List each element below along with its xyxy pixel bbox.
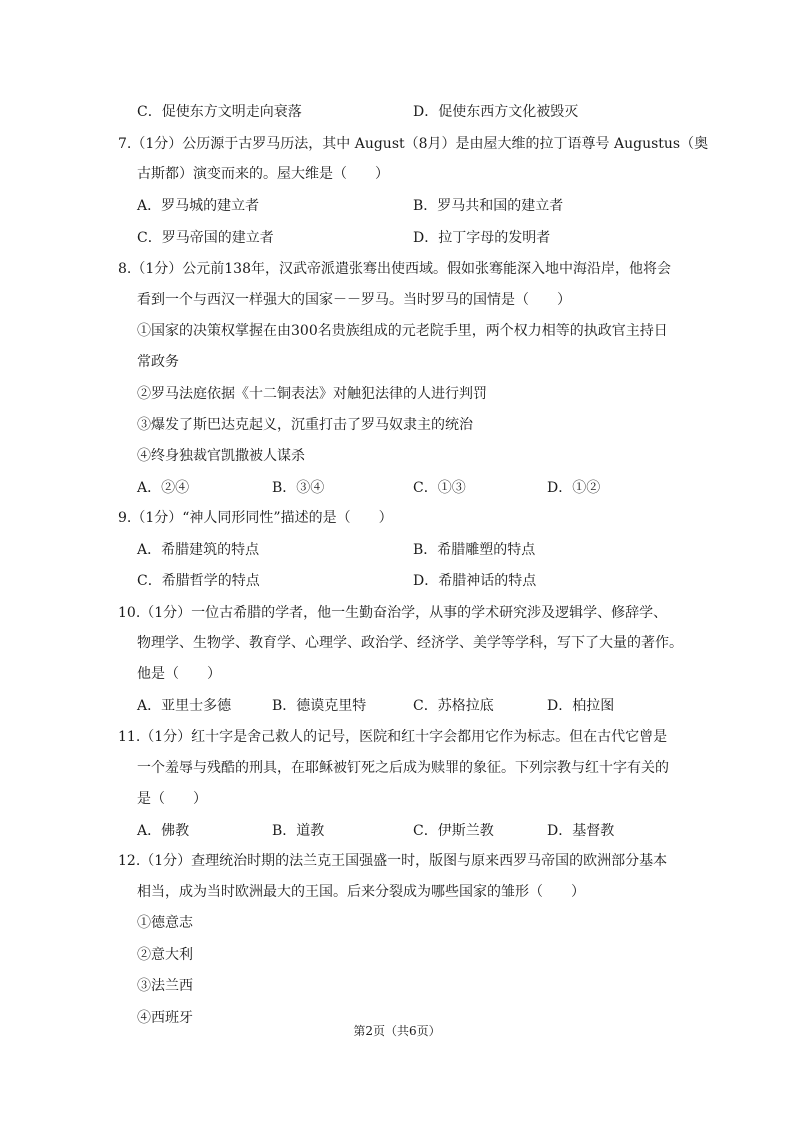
q12-item-3: ③法兰西 [137, 978, 193, 994]
page-number: 第2页（共6页） [353, 1024, 441, 1038]
q7-stem-line2: 古斯都）演变而来的。屋大维是（ ） [137, 166, 389, 182]
q12-item-2: ②意大利 [137, 947, 193, 963]
q8-option-d: D．①② [547, 480, 601, 496]
q6-option-c: C．促使东方文明走向衰落 [137, 104, 302, 120]
q9-option-a: A．希腊建筑的特点 [137, 542, 260, 558]
q9-option-b: B．希腊雕塑的特点 [413, 542, 536, 558]
q7-option-d: D．拉丁字母的发明者 [413, 230, 551, 246]
q9-option-c: C．希腊哲学的特点 [137, 573, 260, 589]
q11-option-b: B．道教 [272, 823, 325, 839]
q9-option-d: D．希腊神话的特点 [413, 573, 537, 589]
q10-option-a: A．亚里士多德 [137, 698, 232, 714]
q11-option-a: A．佛教 [137, 823, 190, 839]
q12-stem-line1: 12.（1分）查理统治时期的法兰克王国强盛一时，版图与原来西罗马帝国的欧洲部分基本 [118, 853, 668, 869]
q11-stem-line2: 一个羞辱与残酷的刑具，在耶稣被钉死之后成为赎罪的象征。下列宗教与红十字有关的 [137, 760, 669, 776]
q12-item-1: ①德意志 [137, 915, 193, 931]
q12-item-4: ④西班牙 [137, 1010, 193, 1026]
q7-option-b: B．罗马共和国的建立者 [413, 198, 564, 214]
q8-item-4: ④终身独裁官凯撒被人谋杀 [137, 448, 305, 464]
q8-option-b: B．③④ [272, 480, 325, 496]
q11-option-c: C．伊斯兰教 [413, 823, 494, 839]
q11-stem-line1: 11.（1分）红十字是舍己救人的记号，医院和红十字会都用它作为标志。但在古代它曾是 [118, 729, 668, 745]
q8-item-1-line1: ①国家的决策权掌握在由300名贵族组成的元老院手里，两个权力相等的执政官主持日 [137, 323, 668, 339]
q8-item-2: ②罗马法庭依据《十二铜表法》对触犯法律的人进行判罚 [137, 386, 487, 402]
q7-option-a: A．罗马城的建立者 [137, 198, 260, 214]
q10-option-d: D．柏拉图 [547, 698, 615, 714]
q7-stem-line1: 7.（1分）公历源于古罗马历法，其中 August（8月）是由屋大维的拉丁语尊号 Augustus（奥 [118, 136, 709, 152]
q8-item-1-line2: 常政务 [137, 354, 179, 370]
q10-option-c: C．苏格拉底 [413, 698, 494, 714]
q10-option-b: B．德谟克里特 [272, 698, 367, 714]
q8-stem-line2: 看到一个与西汉一样强大的国家－－罗马。当时罗马的国情是（ ） [137, 292, 571, 308]
q9-stem: 9.（1分）“神人同形同性”描述的是（ ） [118, 510, 393, 526]
q6-option-d: D．促使东西方文化被毁灭 [413, 104, 579, 120]
q8-option-a: A．②④ [137, 480, 190, 496]
q11-stem-line3: 是（ ） [137, 791, 207, 807]
q8-stem-line1: 8.（1分）公元前138年，汉武帝派遣张骞出使西域。假如张骞能深入地中海沿岸，他将会 [118, 261, 671, 277]
q12-stem-line2: 相当，成为当时欧洲最大的王国。后来分裂成为哪些国家的雏形（ ） [137, 884, 585, 900]
q10-stem-line3: 他是（ ） [137, 666, 221, 682]
q11-option-d: D．基督教 [547, 823, 615, 839]
q8-item-3: ③爆发了斯巴达克起义，沉重打击了罗马奴隶主的统治 [137, 417, 473, 433]
q7-option-c: C．罗马帝国的建立者 [137, 230, 274, 246]
q10-stem-line2: 物理学、生物学、教育学、心理学、政治学、经济学、美学等学科，写下了大量的著作。 [137, 635, 683, 651]
q8-option-c: C．①③ [413, 480, 466, 496]
q10-stem-line1: 10.（1分）一位古希腊的学者，他一生勤奋治学，从事的学术研究涉及逻辑学、修辞学、 [118, 605, 668, 621]
